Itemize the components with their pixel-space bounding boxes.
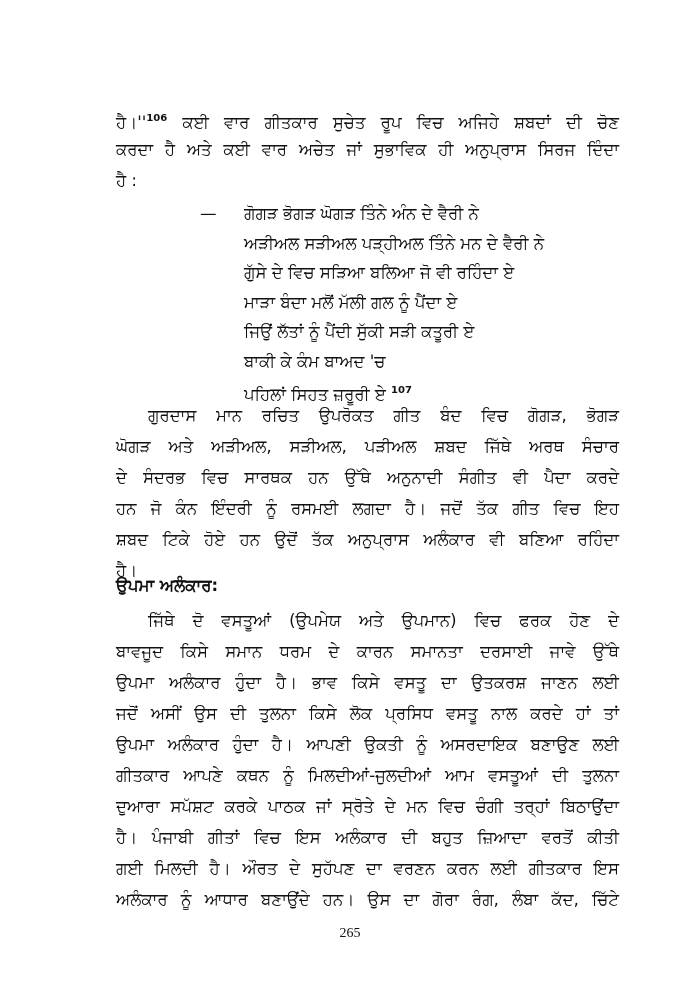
text-line: ਜਦੋਂ ਅਸੀਂ ਉਸ ਦੀ ਤੁਲਨਾ ਕਿਸੇ ਲੋਕ ਪ੍ਰਸਿਧ ਵਸਤੂ ਨਾਲ ਕਰਦੇ ਹਾਂ ਤਾਂ (116, 704, 619, 723)
text-line: ਉਪਮਾ ਅਲੰਕਾਰ ਹੁੰਦਾ ਹੈ। ਆਪਣੀ ਉਕਤੀ ਨੂੰ ਅਸਰਦਾਇਕ ਬਣਾਉਣ ਲਈ (116, 735, 619, 754)
text-line: ਹੈ। ਪੰਜਾਬੀ ਗੀਤਾਂ ਵਿਚ ਇਸ ਅਲੰਕਾਰ ਦੀ ਬਹੁਤ ਜ਼ਿਆਦਾ ਵਰਤੋਂ ਕੀਤੀ (116, 828, 619, 847)
verse-line: ਮਾੜਾ ਬੰਦਾ ਮਲੋਂ ਮੱਲੀ ਗਲ ਨੂੰ ਪੈਂਦਾ ਏ (244, 292, 458, 312)
paragraph-intro (116, 103, 619, 196)
text-line: ਸ਼ਬਦ ਟਿਕੇ ਹੋਏ ਹਨ ਉਦੋਂ ਤੱਕ ਅਨੁਪ੍ਰਾਸ ਅਲੰਕਾਰ ਵੀ ਬਣਿਆ ਰਹਿੰਦਾ (116, 530, 619, 549)
text-line: ਗਈ ਮਿਲਦੀ ਹੈ। ਔਰਤ ਦੇ ਸੁਹੱਪਣ ਦਾ ਵਰਣਨ ਕਰਨ ਲਈ ਗੀਤਕਾਰ ਇਸ (116, 859, 619, 878)
verse-line: ਅੜੀਅਲ ਸੜੀਅਲ ਪੜ੍ਹੀਅਲ ਤਿੰਨੇ ਮਨ ਦੇ ਵੈਰੀ ਨੇ (244, 233, 545, 253)
em-dash: — (200, 204, 217, 223)
paragraph-analysis (116, 400, 619, 586)
text-line: $ਹੈ।''^{106}$ ਕਈ ਵਾਰ ਗੀਤਕਾਰ ਸੁਚੇਤ ਰੂਪ ਵਿਚ ਅਜਿਹੇ ਸ਼ਬਦਾਂ ਦੀ ਚੋਣ (116, 113, 619, 132)
text-line: ਦੁਆਰਾ ਸਪੱਸ਼ਟ ਕਰਕੇ ਪਾਠਕ ਜਾਂ ਸ੍ਰੋਤੇ ਦੇ ਮਨ ਵਿਚ ਚੰਗੀ ਤਰ੍ਹਾਂ ਬਿਠਾਉਂਦਾ (116, 797, 619, 816)
text-line: ਬਾਵਜੂਦ ਕਿਸੇ ਸਮਾਨ ਧਰਮ ਦੇ ਕਾਰਨ ਸਮਾਨਤਾ ਦਰਸਾਈ ਜਾਵੇ ਉੱਥੇ (116, 642, 619, 661)
paragraph-upma (116, 605, 619, 915)
footnote-ref: 106 (146, 113, 168, 124)
verse-line: ਗੁੱਸੇ ਦੇ ਵਿਚ ਸੜਿਆ ਬਲਿਆ ਜੋ ਵੀ ਰਹਿੰਦਾ ਏ (244, 263, 515, 282)
verse-line: ਬਾਕੀ ਕੇ ਕੰਮ ਬਾਅਦ 'ਚ (244, 351, 386, 371)
text-line: ਗੀਤਕਾਰ ਆਪਣੇ ਕਥਨ ਨੂੰ ਮਿਲਦੀਆਂ-ਜੁਲਦੀਆਂ ਆਮ ਵਸਤੂਆਂ ਦੀ ਤੁਲਨਾ (116, 766, 619, 785)
text-line: ਗੁਰਦਾਸ ਮਾਨ ਰਚਿਤ ਉਪਰੋਕਤ ਗੀਤ ਬੰਦ ਵਿਚ ਗੋਗੜ, ਭੋਗੜ (148, 406, 619, 425)
text-line: ਹੈ : (116, 171, 137, 190)
text-line: ਦੇ ਸੰਦਰਭ ਵਿਚ ਸਾਰਥਕ ਹਨ ਉੱਥੇ ਅਨੁਨਾਦੀ ਸੰਗੀਤ ਵੀ ਪੈਦਾ ਕਰਦੇ (116, 468, 619, 487)
footnote-ref: 107 (391, 385, 412, 396)
text-line: ਘੋਗੜ ਅਤੇ ਅੜੀਅਲ, ਸੜੀਅਲ, ਪੜੀਅਲ ਸ਼ਬਦ ਜਿੱਥੇ ਅਰਥ ਸੰਚਾਰ (116, 437, 619, 456)
verse-line: — ਗੋਗੜ ਭੋਗੜ ਘੋਗੜ ਤਿੰਨੇ ਅੰਨ ਦੇ ਵੈਰੀ ਨੇ (200, 199, 544, 229)
verse-line: ਪਹਿਲਾਂ ਸਿਹਤ ਜ਼ਰੂਰੀ ਏ $^{107}$ (244, 385, 412, 404)
page-number: 265 (339, 926, 361, 941)
verse-block (200, 199, 544, 406)
text-line: ਕਰਦਾ ਹੈ ਅਤੇ ਕਈ ਵਾਰ ਅਚੇਤ ਜਾਂ ਸੁਭਾਵਿਕ ਹੀ ਅਨੁਪ੍ਰਾਸ ਸਿਰਜ ਦਿੰਦਾ (116, 140, 619, 159)
text-line: ਅਲੰਕਾਰ ਨੂੰ ਆਧਾਰ ਬਣਾਉਂਦੇ ਹਨ। ਉਸ ਦਾ ਗੋਰਾ ਰੰਗ, ਲੰਬਾ ਕੱਦ, ਚਿੱਟੇ (116, 890, 619, 909)
text-line: ਉਪਮਾ ਅਲੰਕਾਰ ਹੁੰਦਾ ਹੈ। ਭਾਵ ਕਿਸੇ ਵਸਤੂ ਦਾ ਉਤਕਰਸ਼ ਜਾਣਨ ਲਈ (116, 673, 619, 692)
section-heading: ਉਪਮਾ ਅਲੰਕਾਰ: (116, 576, 219, 595)
text-line: ਹਨ ਜੋ ਕੰਨ ਇੰਦਰੀ ਨੂੰ ਰਸਮਈ ਲਗਦਾ ਹੈ। ਜਦੋਂ ਤੱਕ ਗੀਤ ਵਿਚ ਇਹ (116, 499, 619, 518)
text-line: ਹੈ। (116, 561, 138, 580)
text-line: ਜਿੱਥੇ ਦੋ ਵਸਤੂਆਂ (ਉਪਮੇਯ ਅਤੇ ਉਪਮਾਨ) ਵਿਚ ਫਰਕ ਹੋਣ ਦੇ (148, 611, 619, 630)
verse-line: ਜਿਉਂ ਲੱਤਾਂ ਨੂੰ ਪੈਂਦੀ ਸੁੱਕੀ ਸੜੀ ਕਤੂਰੀ ਏ (244, 322, 475, 341)
